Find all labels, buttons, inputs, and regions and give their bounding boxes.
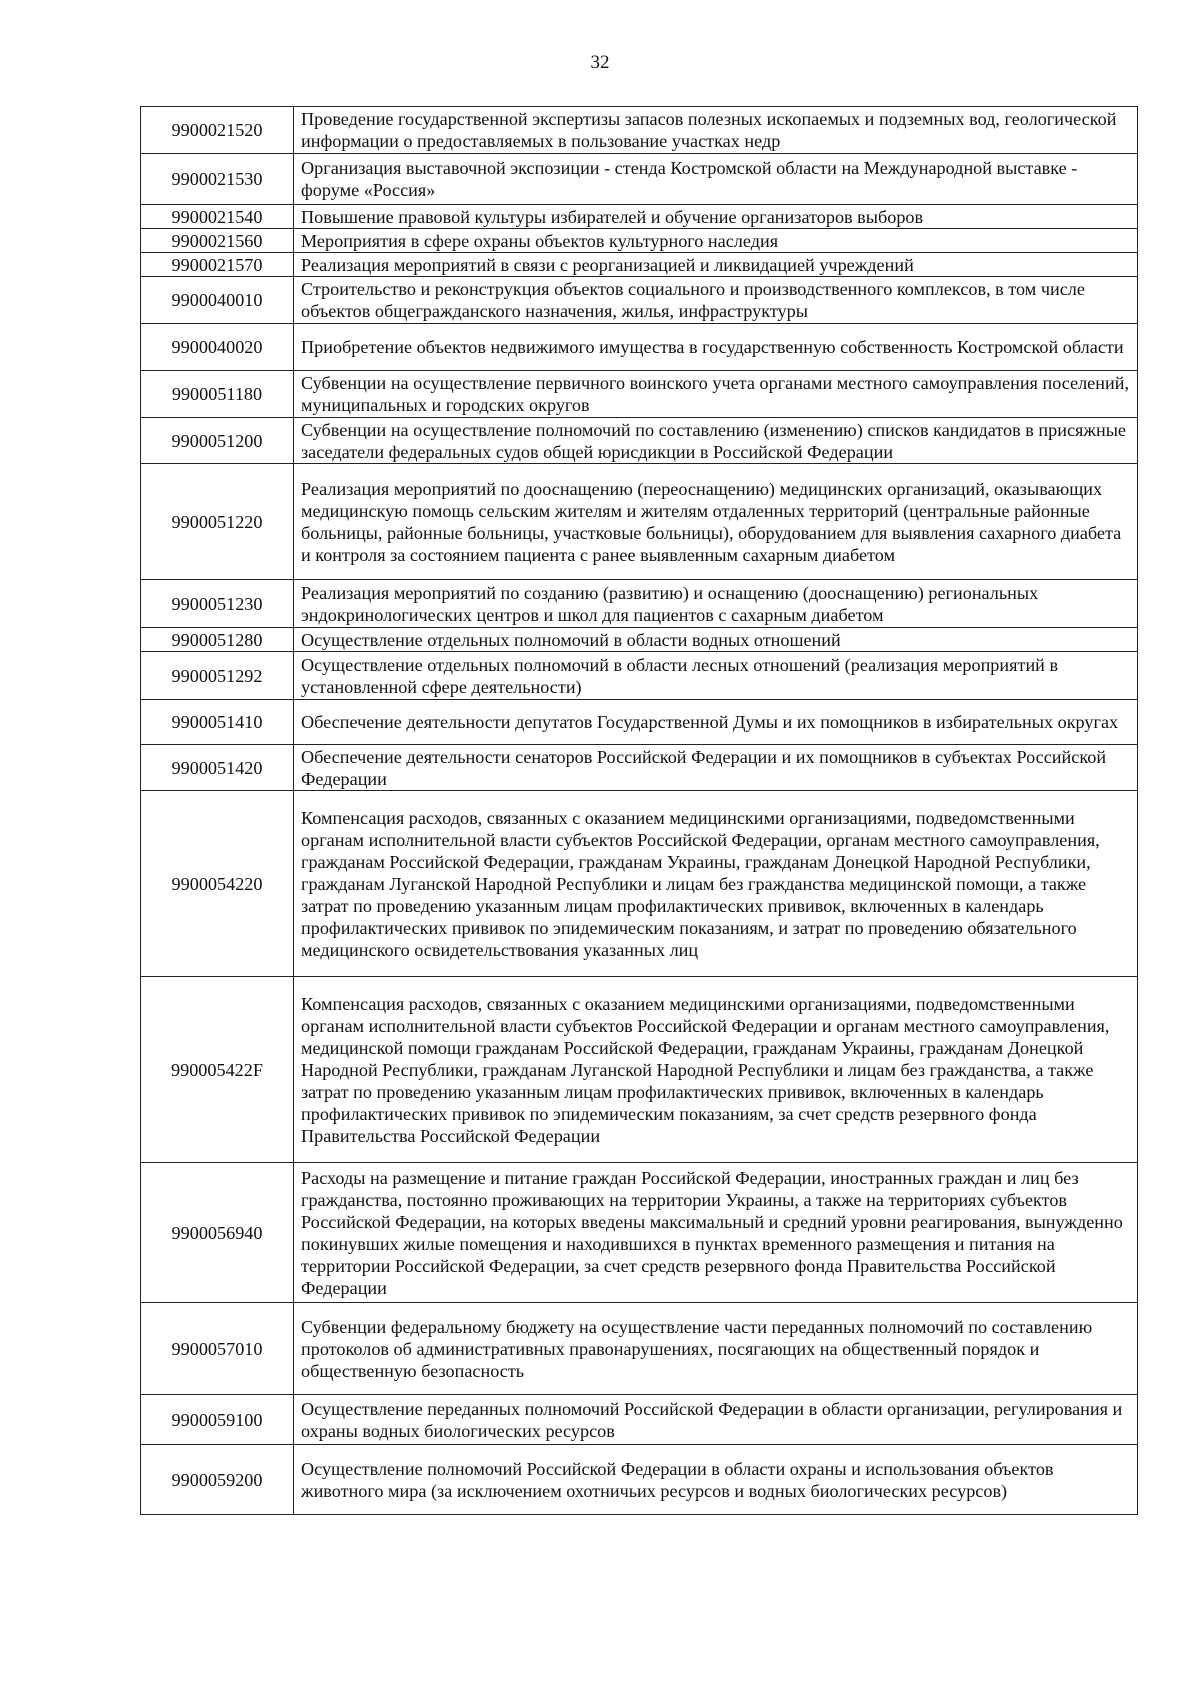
row-code: 9900051420 [141,745,294,791]
row-description: Осуществление отдельных полномочий в области лесных отношений (реализация мероприятий в установленной сфере деятельности) [294,652,1138,700]
row-description: Повышение правовой культуры избирателей и обучение организаторов выборов [294,205,1138,229]
row-code: 9900051292 [141,652,294,700]
table-row [141,277,1138,324]
row-code: 9900021520 [141,107,294,154]
row-description: Реализация мероприятий в связи с реорганизацией и ликвидацией учреждений [294,253,1138,277]
row-description: Реализация мероприятий по созданию (развитию) и оснащению (дооснащению) региональных эндокринологических центров и школ для пациентов с сахарным диабетом [294,580,1138,628]
table-row [141,229,1138,253]
table-row [141,371,1138,418]
table-row [141,1395,1138,1445]
table-row [141,107,1138,154]
table-row [141,628,1138,652]
table-row [141,745,1138,791]
row-code: 9900021560 [141,229,294,253]
page-number: 32 [590,52,610,73]
row-description: Осуществление отдельных полномочий в области водных отношений [294,628,1138,652]
table-row [141,253,1138,277]
row-code: 9900057010 [141,1303,294,1395]
row-code: 9900059200 [141,1445,294,1515]
table-row [141,1445,1138,1515]
row-description: Субвенции на осуществление полномочий по составлению (изменению) списков кандидатов в присяжные заседатели федеральных судов общей юрисдикции в Российской Федерации [294,418,1138,464]
row-description: Строительство и реконструкция объектов социального и производственного комплексов, в том числе объектов общегражданского назначения, жилья, инфраструктуры [294,277,1138,324]
row-description: Субвенции федеральному бюджету на осуществление части переданных полномочий по составлению протоколов об административных правонарушениях, посягающих на общественный порядок и общественную безопасность [294,1303,1138,1395]
row-code: 990005422F [141,977,294,1163]
table-row [141,977,1138,1163]
row-description: Обеспечение деятельности депутатов Государственной Думы и их помощников в избирательных округах [294,700,1138,745]
table-row [141,418,1138,464]
table-row [141,580,1138,628]
table-row [141,652,1138,700]
row-description: Субвенции на осуществление первичного воинского учета органами местного самоуправления поселений, муниципальных и городских округов [294,371,1138,418]
row-code: 9900040010 [141,277,294,324]
table-row [141,700,1138,745]
row-code: 9900051200 [141,418,294,464]
table-row [141,205,1138,229]
row-code: 9900051410 [141,700,294,745]
row-code: 9900056940 [141,1163,294,1303]
row-code: 9900021570 [141,253,294,277]
row-description: Осуществление переданных полномочий Российской Федерации в области организации, регулирования и охраны водных биологических ресурсов [294,1395,1138,1445]
budget-classification-table [140,106,1138,1515]
row-description: Обеспечение деятельности сенаторов Российской Федерации и их помощников в субъектах Российской Федерации [294,745,1138,791]
table-row [141,154,1138,205]
row-description: Приобретение объектов недвижимого имущества в государственную собственность Костромской области [294,324,1138,371]
row-description: Компенсация расходов, связанных с оказанием медицинскими организациями, подведомственными органам исполнительной власти субъектов Российской Федерации, органам местного самоуправления, гражданам Российской Федерации, гражданам Украины, гражданам Донецкой Народной Республики, гражданам Луганской Народной Республики и лицам без гражданства медицинской помощи, а также затрат по проведению указанным лицам профилактических прививок, включенных в календарь профилактических прививок по эпидемическим показаниям, и затрат по проведению обязательного медицинского освидетельствования указанных лиц [294,791,1138,977]
row-description: Проведение государственной экспертизы запасов полезных ископаемых и подземных вод, геологической информации о предоставляемых в пользование участках недр [294,107,1138,154]
table-row [141,464,1138,580]
row-description: Осуществление полномочий Российской Федерации в области охраны и использования объектов животного мира (за исключением охотничьих ресурсов и водных биологических ресурсов) [294,1445,1138,1515]
table-row [141,324,1138,371]
row-code: 9900021530 [141,154,294,205]
row-description: Компенсация расходов, связанных с оказанием медицинскими организациями, подведомственными органам исполнительной власти субъектов Российской Федерации и органам местного самоуправления, медицинской помощи гражданам Российской Федерации, гражданам Украины, гражданам Донецкой Народной Республики, гражданам Луганской Народной Республики и лицам без гражданства, а также затрат по проведению указанным лицам профилактических прививок, включенных в календарь профилактических прививок по эпидемическим показаниям, за счет средств резервного фонда Правительства Российской Федерации [294,977,1138,1163]
table-row [141,1303,1138,1395]
row-description: Расходы на размещение и питание граждан Российской Федерации, иностранных граждан и лиц без гражданства, постоянно проживающих на территории Украины, а также на территориях субъектов Российской Федерации, на которых введены максимальный и средний уровни реагирования, вынужденно покинувших жилые помещения и находившихся в пунктах временного размещения и питания на территории Российской Федерации, за счет средств резервного фонда Правительства Российской Федерации [294,1163,1138,1303]
row-code: 9900051220 [141,464,294,580]
row-code: 9900051230 [141,580,294,628]
row-code: 9900021540 [141,205,294,229]
row-code: 9900040020 [141,324,294,371]
row-description: Мероприятия в сфере охраны объектов культурного наследия [294,229,1138,253]
row-description: Организация выставочной экспозиции - стенда Костромской области на Международной выставке - форуме «Россия» [294,154,1138,205]
row-code: 9900054220 [141,791,294,977]
row-code: 9900051280 [141,628,294,652]
row-code: 9900051180 [141,371,294,418]
table-row [141,1163,1138,1303]
table-row [141,791,1138,977]
row-code: 9900059100 [141,1395,294,1445]
row-description: Реализация мероприятий по дооснащению (переоснащению) медицинских организаций, оказывающих медицинскую помощь сельским жителям и жителям отдаленных территорий (центральные районные больницы, районные больницы, участковые больницы), оборудованием для выявления сахарного диабета и контроля за состоянием пациента с ранее выявленным сахарным диабетом [294,464,1138,580]
